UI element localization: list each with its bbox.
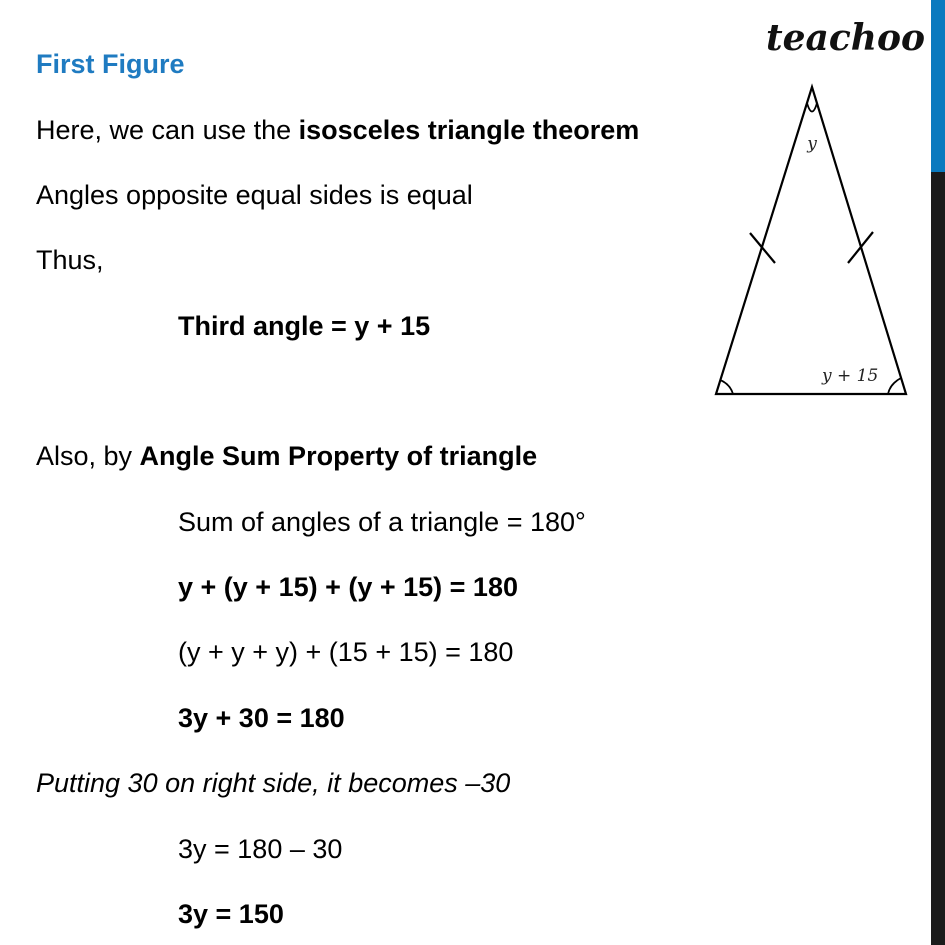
right-side-tick xyxy=(848,232,873,263)
left-side-tick xyxy=(750,233,775,263)
line-thus: Thus, xyxy=(36,245,104,275)
line-angle-sum-prefix: Also, by xyxy=(36,441,140,471)
base-angle-label: y + 15 xyxy=(822,366,879,386)
line-equation-5: 3y = 150 xyxy=(178,899,284,929)
line-sum-180: Sum of angles of a triangle = 180° xyxy=(178,507,586,537)
line-putting-note: Putting 30 on right side, it becomes –30 xyxy=(36,768,511,798)
line-equation-4: 3y = 180 – 30 xyxy=(178,834,343,864)
teachoo-logo: teachoo xyxy=(766,17,925,59)
line-equation-3: 3y + 30 = 180 xyxy=(178,703,345,733)
line-theorem-prefix: Here, we can use the xyxy=(36,115,299,145)
apex-angle-label: y xyxy=(807,134,817,154)
section-heading: First Figure xyxy=(36,49,185,79)
line-angles-opposite: Angles opposite equal sides is equal xyxy=(36,180,473,210)
line-angle-sum-bold: Angle Sum Property of triangle xyxy=(139,441,538,471)
line-equation-1: y + (y + 15) + (y + 15) = 180 xyxy=(178,572,518,602)
line-third-angle: Third angle = y + 15 xyxy=(178,311,431,341)
left-base-angle-arc xyxy=(720,380,733,394)
line-theorem-bold: isosceles triangle theorem xyxy=(298,115,640,145)
right-base-angle-arc xyxy=(888,378,901,394)
apex-angle-arc xyxy=(807,103,817,112)
line-equation-2: (y + y + y) + (15 + 15) = 180 xyxy=(178,637,514,667)
